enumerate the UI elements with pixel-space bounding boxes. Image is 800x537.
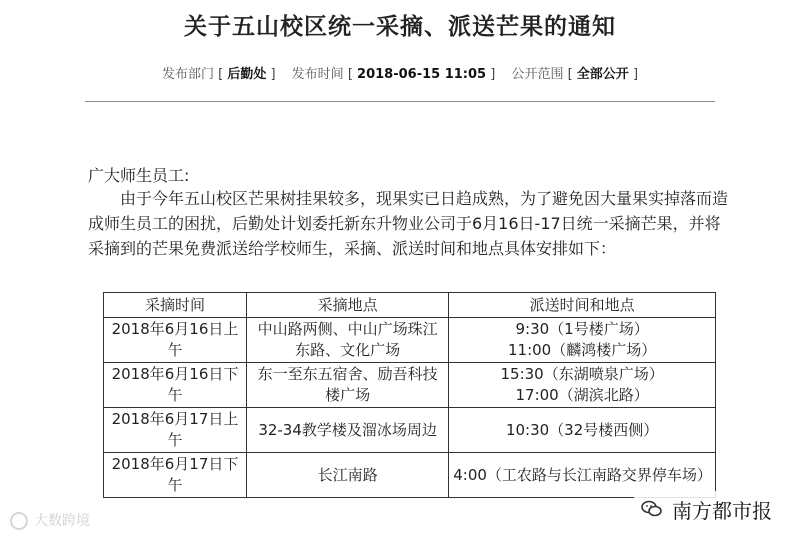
watermark-right	[634, 491, 778, 527]
delivery-line: 11:00（麟鸿楼广场）	[508, 341, 657, 359]
table-row	[104, 318, 716, 363]
table-row	[104, 363, 716, 408]
pick-place-cell: 32-34教学楼及溜冰场周边	[246, 408, 448, 453]
table-row	[104, 408, 716, 453]
table-row	[104, 453, 716, 498]
pick-place-cell: 长江南路	[246, 453, 448, 498]
dept-label: 发布部门	[161, 67, 214, 82]
header-pick-place: 采摘地点	[246, 293, 448, 318]
delivery-line: 17:00（湖滨北路）	[515, 386, 649, 404]
time-value: 2018-06-15 11:05	[357, 67, 487, 82]
delivery-line: 4:00（工农路与长江南路交界停车场）	[453, 465, 712, 484]
scope-label: 公开范围	[511, 67, 564, 82]
delivery-cell	[449, 318, 716, 363]
body-paragraph: 由于今年五山校区芒果树挂果较多，现果实已日趋成熟，为了避免因大量果实掉落而造成师生员工的困扰，后勤处计划委托新东升物业公司于6月16日-17日统一采摘芒果，并将采摘到的芒果免费派送给学校师生，采摘、派送时间和地点具体安排如下：	[88, 189, 729, 258]
watermark-right-text: 南方都市报	[672, 498, 772, 523]
watermark-left-text: 大数跨境	[34, 513, 90, 529]
header-delivery: 派送时间和地点	[449, 293, 716, 318]
pick-time-cell: 2018年6月16日上午	[104, 318, 247, 363]
notice-title: 关于五山校区统一采摘、派送芒果的通知	[184, 14, 616, 40]
header-pick-time: 采摘时间	[104, 293, 247, 318]
notice-meta	[0, 63, 800, 82]
delivery-line: 10:30（32号楼西侧）	[505, 420, 659, 439]
wechat-icon	[640, 497, 664, 521]
watermark-left	[10, 510, 90, 530]
pick-time-cell: 2018年6月16日下午	[104, 363, 247, 408]
delivery-line: 15:30（东湖喷泉广场）	[500, 365, 664, 383]
dept-group: 发布部门 [ 后勤处 ]	[161, 67, 280, 82]
salutation: 广大师生员工:	[88, 166, 190, 185]
delivery-cell	[449, 408, 716, 453]
pick-place-cell: 东一至东五宿舍、励吾科技楼广场	[246, 363, 448, 408]
delivery-line: 9:30（1号楼广场）	[515, 320, 649, 338]
header-divider	[85, 101, 715, 102]
schedule-table	[103, 292, 716, 498]
pick-place-cell: 中山路两侧、中山广场珠江东路、文化广场	[246, 318, 448, 363]
time-group: 发布时间 [ 2018-06-15 11:05 ]	[291, 67, 500, 82]
dept-value: 后勤处	[227, 67, 267, 82]
pick-time-cell: 2018年6月17日上午	[104, 408, 247, 453]
delivery-cell	[449, 363, 716, 408]
table-header-row	[104, 293, 716, 318]
time-label: 发布时间	[291, 67, 344, 82]
scope-value: 全部公开	[576, 67, 629, 82]
watermark-logo-icon	[10, 512, 28, 530]
scope-group: 公开范围 [ 全部公开 ]	[511, 67, 639, 82]
pick-time-cell: 2018年6月17日下午	[104, 453, 247, 498]
